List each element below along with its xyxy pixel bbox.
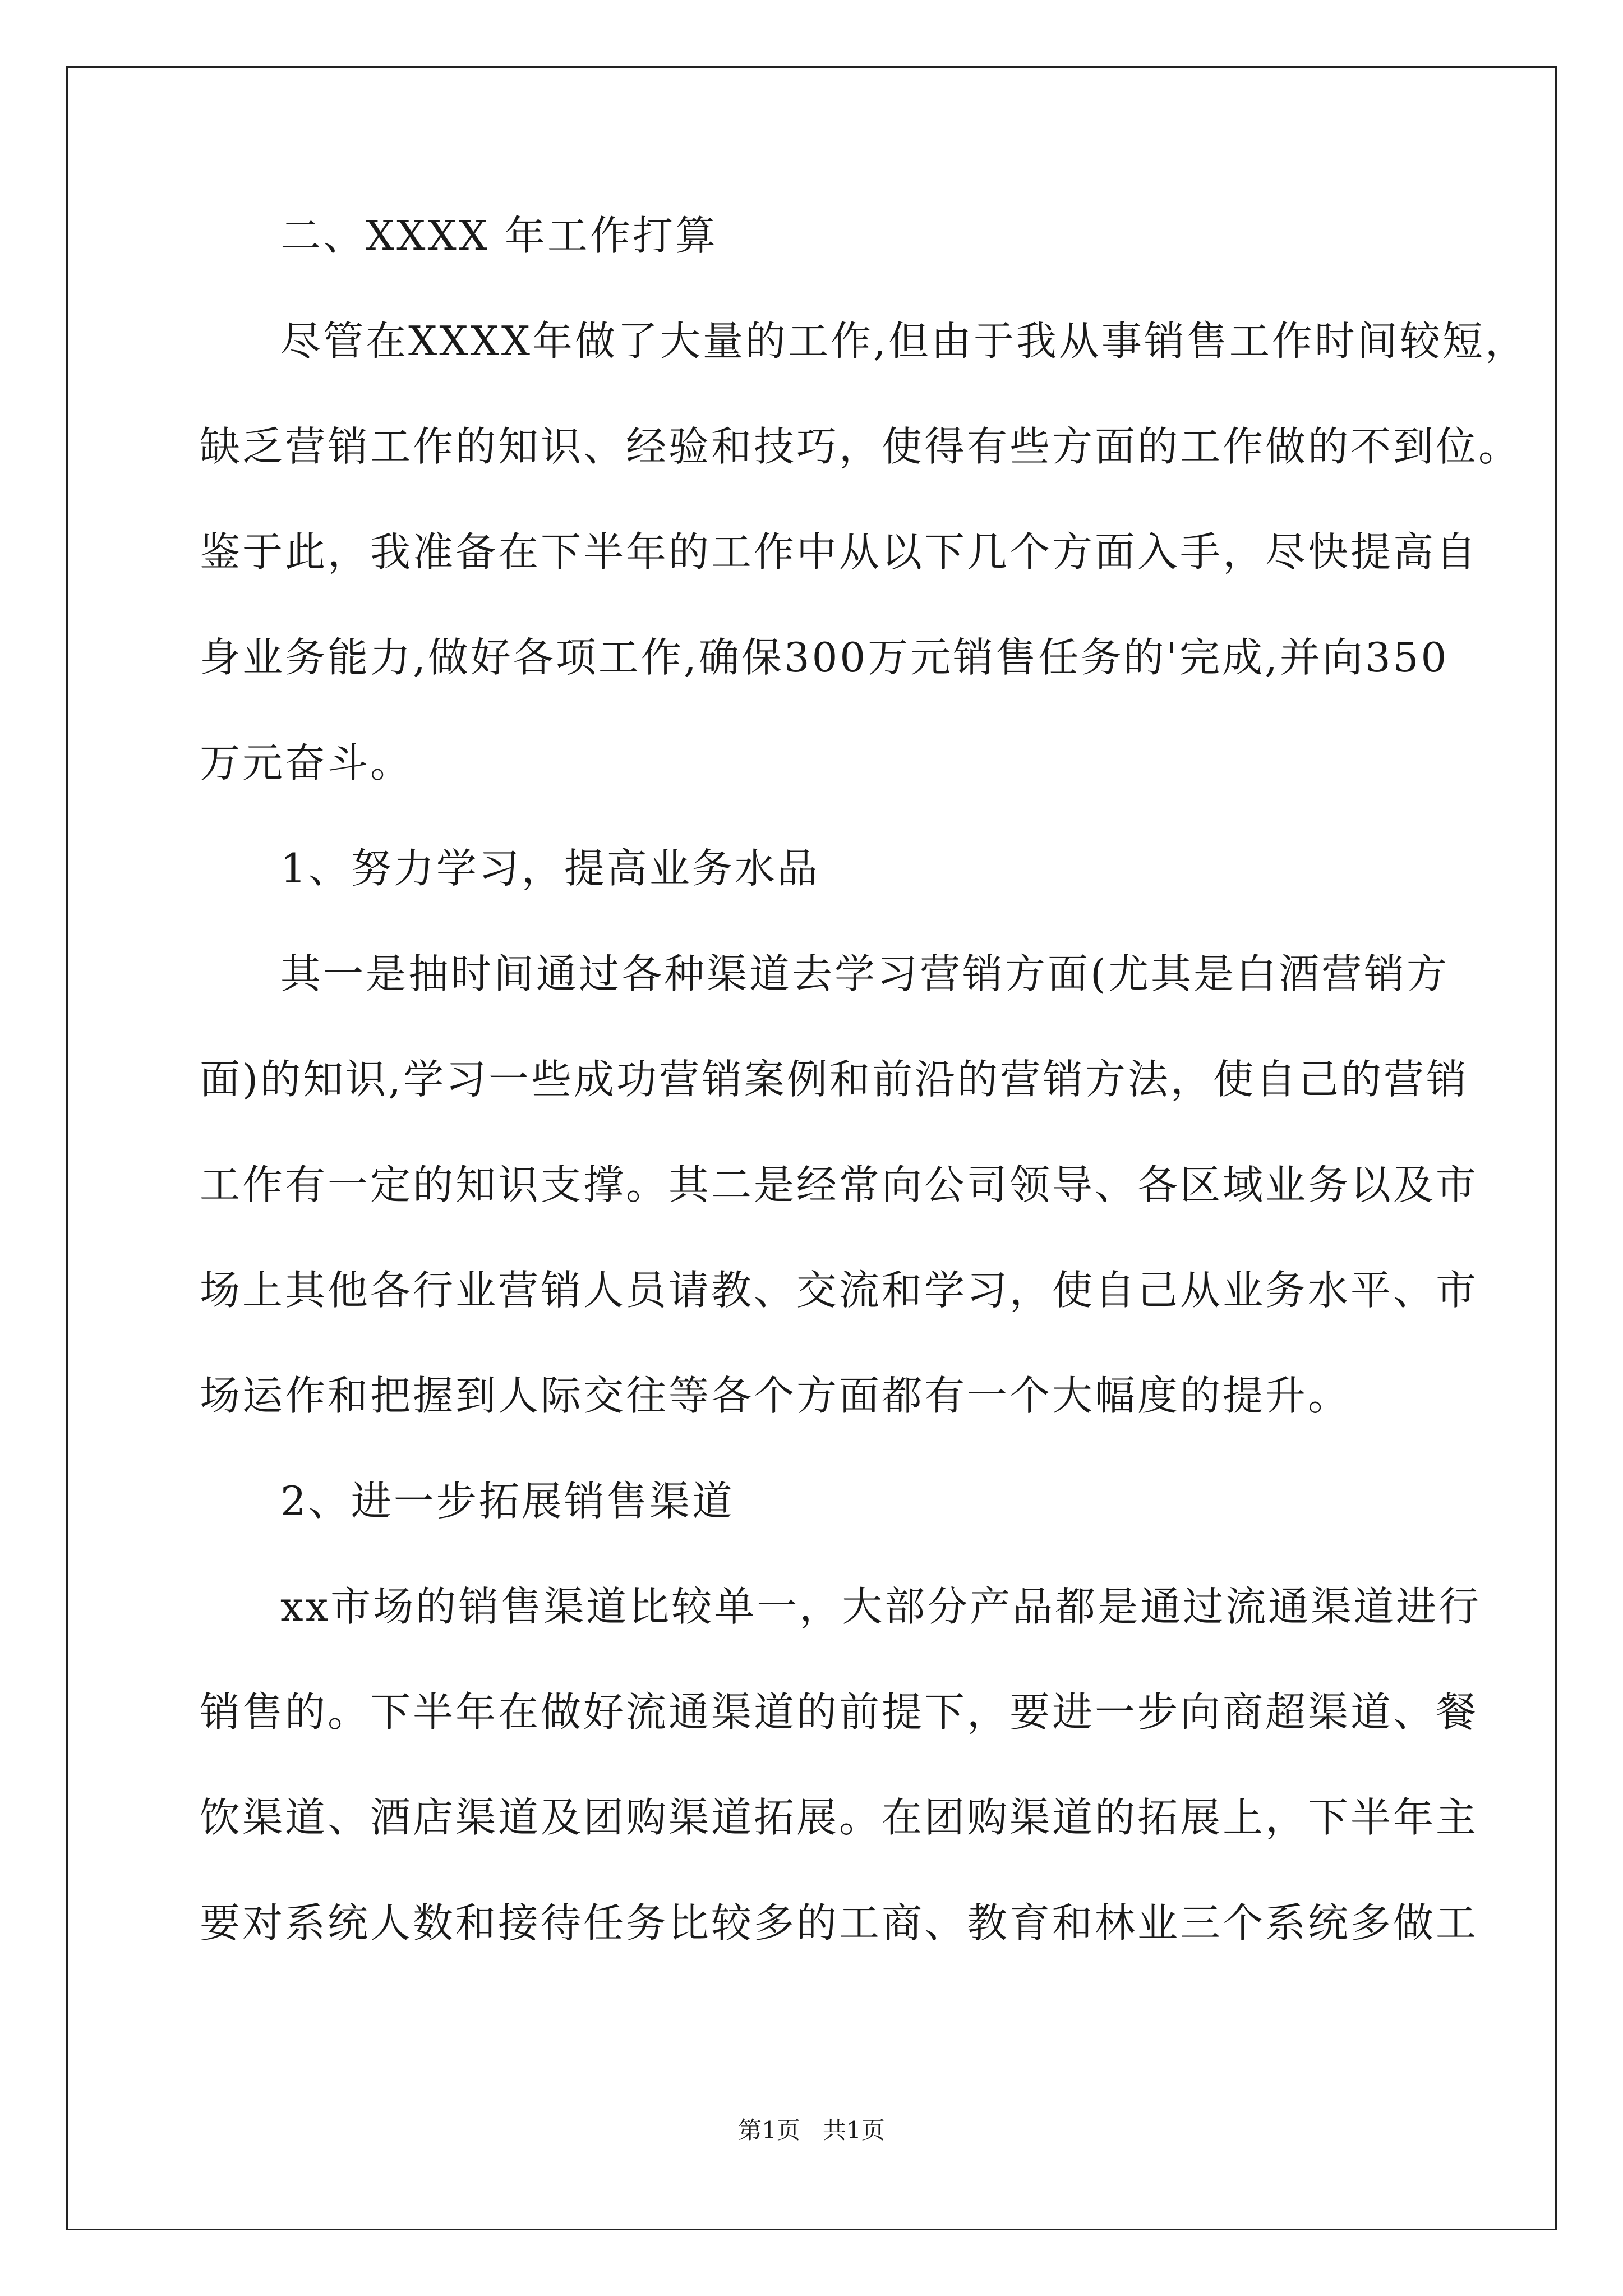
- paragraph-line: xx市场的销售渠道比较单一，大部分产品都是通过流通渠道进行: [280, 1583, 1482, 1630]
- paragraph-line: 万元奋斗。: [200, 739, 413, 786]
- paragraph-line: 场上其他各行业营销人员请教、交流和学习，使自己从业务水平、市: [200, 1267, 1479, 1314]
- subheading-channels: 2、进一步拓展销售渠道: [280, 1478, 735, 1525]
- paragraph-line: 其一是抽时间通过各种渠道去学习营销方面(尤其是白酒营销方: [280, 950, 1450, 997]
- paragraph-line: 饮渠道、酒店渠道及团购渠道拓展。在团购渠道的拓展上，下半年主: [200, 1794, 1479, 1841]
- paragraph-line: 要对系统人数和接待任务比较多的工商、教育和林业三个系统多做工: [200, 1899, 1479, 1947]
- subheading-study: 1、努力学习，提高业务水品: [280, 845, 820, 892]
- paragraph-line: 鉴于此，我准备在下半年的工作中从以下几个方面入手，尽快提高自: [200, 528, 1479, 576]
- page-number-footer: 第1页 共1页: [738, 2116, 885, 2144]
- section-heading-2025-plan: 二、XXXX 年工作打算: [280, 212, 718, 259]
- paragraph-line: 场运作和把握到人际交往等各个方面都有一个大幅度的提升。: [200, 1372, 1351, 1419]
- paragraph-line: 身业务能力,做好各项工作,确保300万元销售任务的'完成,并向350: [200, 634, 1449, 681]
- paragraph-line: 工作有一定的知识支撑。其二是经常向公司领导、各区域业务以及市: [200, 1161, 1479, 1208]
- paragraph-line: 缺乏营销工作的知识、经验和技巧，使得有些方面的工作做的不到位。: [200, 423, 1521, 470]
- paragraph-line: 销售的。下半年在做好流通渠道的前提下，要进一步向商超渠道、餐: [200, 1688, 1479, 1736]
- paragraph-line: 面)的知识,学习一些成功营销案例和前沿的营销方法，使自己的营销: [200, 1056, 1469, 1103]
- paragraph-line: 尽管在XXXX年做了大量的工作,但由于我从事销售工作时间较短，: [280, 318, 1528, 365]
